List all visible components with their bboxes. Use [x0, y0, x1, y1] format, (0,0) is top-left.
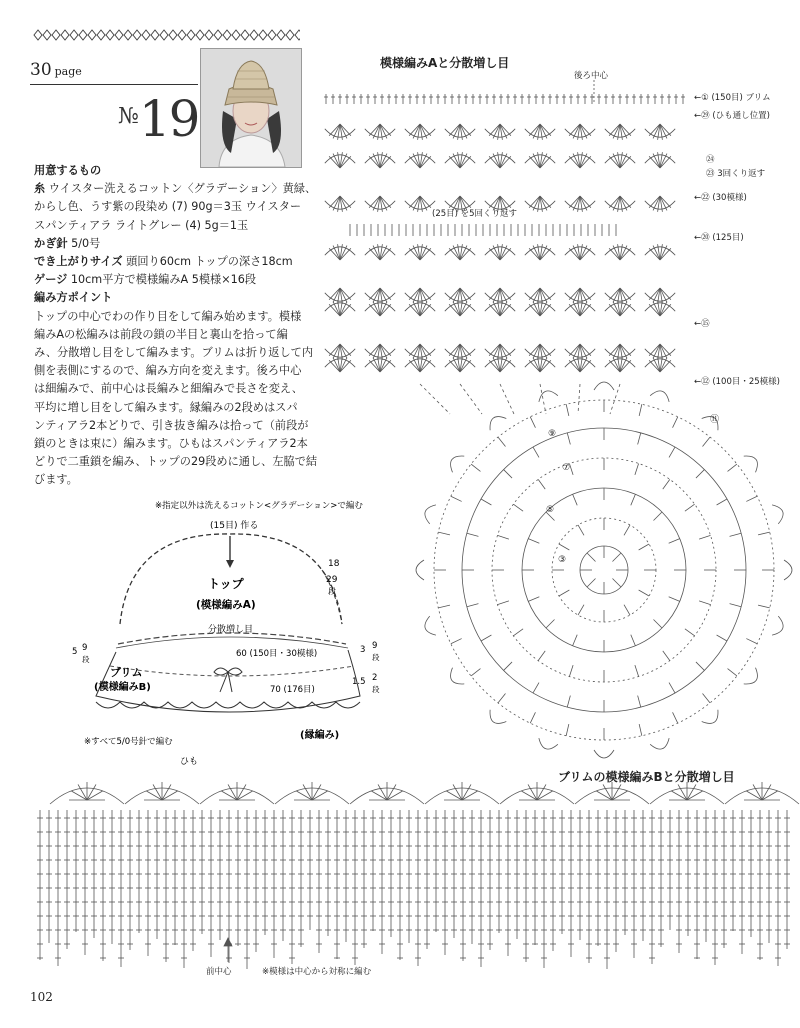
points-heading: 編み方ポイント	[34, 291, 113, 305]
round-9: ⑨	[548, 429, 557, 439]
hook-label: かぎ針	[34, 236, 68, 250]
edge-1-5: 1.5	[352, 677, 366, 687]
height-29: 29	[326, 575, 338, 585]
brim-label: ブリム	[110, 666, 143, 679]
row-label-12: ←⑫ (100目・25模様)	[694, 377, 780, 387]
points-line-5: 平均に増し目をして編みます。縁編みの2段めはスパ	[34, 400, 298, 414]
row-label-24: ㉔	[706, 155, 715, 165]
points-line-3: 側を表側にするので、編み方向を変えます。後ろ中心	[34, 364, 302, 378]
model-photo	[200, 48, 302, 168]
height-unit: 段	[328, 587, 336, 596]
chart-b-diagram	[30, 770, 800, 980]
row-label-15: ←⑮	[694, 319, 710, 329]
edge-unit: 段	[372, 685, 380, 694]
edging-label: (縁編み)	[300, 730, 340, 741]
gauge-line	[34, 271, 344, 289]
right-brim-9: 9	[372, 641, 378, 651]
yarn-value-1: ウイスター洗えるコットン〈グラデーション〉黄緑、	[48, 182, 317, 196]
round-7: ⑦	[562, 463, 571, 473]
number-mark: №	[118, 104, 139, 129]
right-brim-3: 3	[360, 645, 366, 655]
page-number: 102	[30, 990, 53, 1004]
divider	[30, 84, 198, 85]
row-label-20: ←⑳ (125目)	[694, 233, 744, 243]
left-brim-unit: 段	[82, 655, 90, 664]
front-center-label: 前中心	[206, 967, 232, 977]
points-line-6: ンティアラ2本どりで、引き抜き編みは拾って（前段が	[34, 418, 309, 432]
round-5: ⑤	[546, 505, 555, 515]
brim-pattern: (模様編みB)	[94, 682, 151, 693]
row70-label: 70 (176目)	[270, 685, 315, 695]
edge-2: 2	[372, 673, 378, 683]
left-brim-9: 9	[82, 643, 88, 653]
points-line-2: み、分散増し目をして編みます。ブリムは折り返して内	[34, 346, 314, 360]
right-brim-unit: 段	[372, 653, 380, 662]
row-label-1: ←① (150目) ブリム	[694, 93, 771, 103]
left-brim-5: 5	[72, 647, 78, 657]
points-line-9: びます。	[34, 473, 78, 487]
yarn-line-1	[34, 180, 344, 198]
top-pattern: (模様編みA)	[196, 599, 256, 611]
chart-a-title: 模様編みAと分散増し目	[380, 56, 510, 70]
symmetry-note: ※模様は中心から対称に編む	[262, 967, 372, 977]
row-label-29: ←㉙ (ひも通し位置)	[694, 111, 770, 121]
increase-label: 分散増し目	[208, 625, 254, 635]
size-line	[34, 253, 344, 271]
chart-a-diagram	[320, 64, 800, 764]
repeat-label: (25目) を5回くり返す	[432, 209, 518, 219]
chart-b-title: ブリムの模様編みBと分散増し目	[558, 770, 735, 784]
number-value: 19	[138, 90, 199, 148]
points-line-7: 鎖のときは束に）編みます。ひもはスパンティアラ2本	[34, 437, 308, 451]
page-reference	[30, 60, 82, 80]
yarn-line-3: スパンティアラ ライトグレー (4) 5g＝1玉	[34, 218, 249, 232]
decorative-border	[30, 28, 300, 42]
note-top: ※指定以外は洗えるコットン<グラデーション>で編む	[155, 501, 363, 511]
materials-heading: 用意するもの	[34, 164, 102, 177]
start-label: (15目) 作る	[210, 521, 259, 531]
points-line-1: 編みAの松編みは前段の鎖の半目と裏山を拾って編	[34, 327, 288, 341]
page-reference-number: 30	[30, 60, 52, 80]
top-label: トップ	[208, 577, 244, 591]
points-line-4: は細編みで、前中心は長編みと細編みで長さを変え、	[34, 382, 303, 396]
points-line-8: どりで二重鎖を編み、トップの29段めに通し、左脇で結	[34, 455, 318, 469]
size-value: 頭回り60cm トップの深さ18cm	[126, 255, 293, 269]
hook-value: 5/0号	[71, 236, 101, 250]
pattern-number	[118, 90, 198, 148]
round-3: ③	[558, 555, 567, 565]
round-11: ⑪	[710, 415, 720, 425]
gauge-value: 10cm平方で模様編みA 5模様×16段	[70, 273, 257, 287]
note-bottom: ※すべて5/0号針で編む	[84, 737, 173, 747]
size-label: でき上がりサイズ	[34, 255, 123, 269]
row-label-23: ㉓ 3回くり返す	[706, 169, 766, 179]
page-reference-suffix: page	[54, 65, 82, 78]
row-label-22: ←㉒ (30模様)	[694, 193, 747, 203]
cord-label: ひも	[180, 757, 199, 767]
gauge-label: ゲージ	[34, 273, 68, 287]
yarn-line-2: からし色、うす紫の段染め (7) 90g＝3玉 ウイスター	[34, 200, 302, 214]
points-line-0: トップの中心でわの作り目をして編み始めます。模様	[34, 309, 302, 323]
back-center-label: 後ろ中心	[574, 71, 609, 81]
materials-section	[34, 162, 344, 490]
row60-label: 60 (150目・30模様)	[236, 649, 318, 659]
height-18: 18	[328, 559, 340, 569]
hook-line	[34, 235, 344, 253]
yarn-label: 糸	[34, 182, 46, 196]
